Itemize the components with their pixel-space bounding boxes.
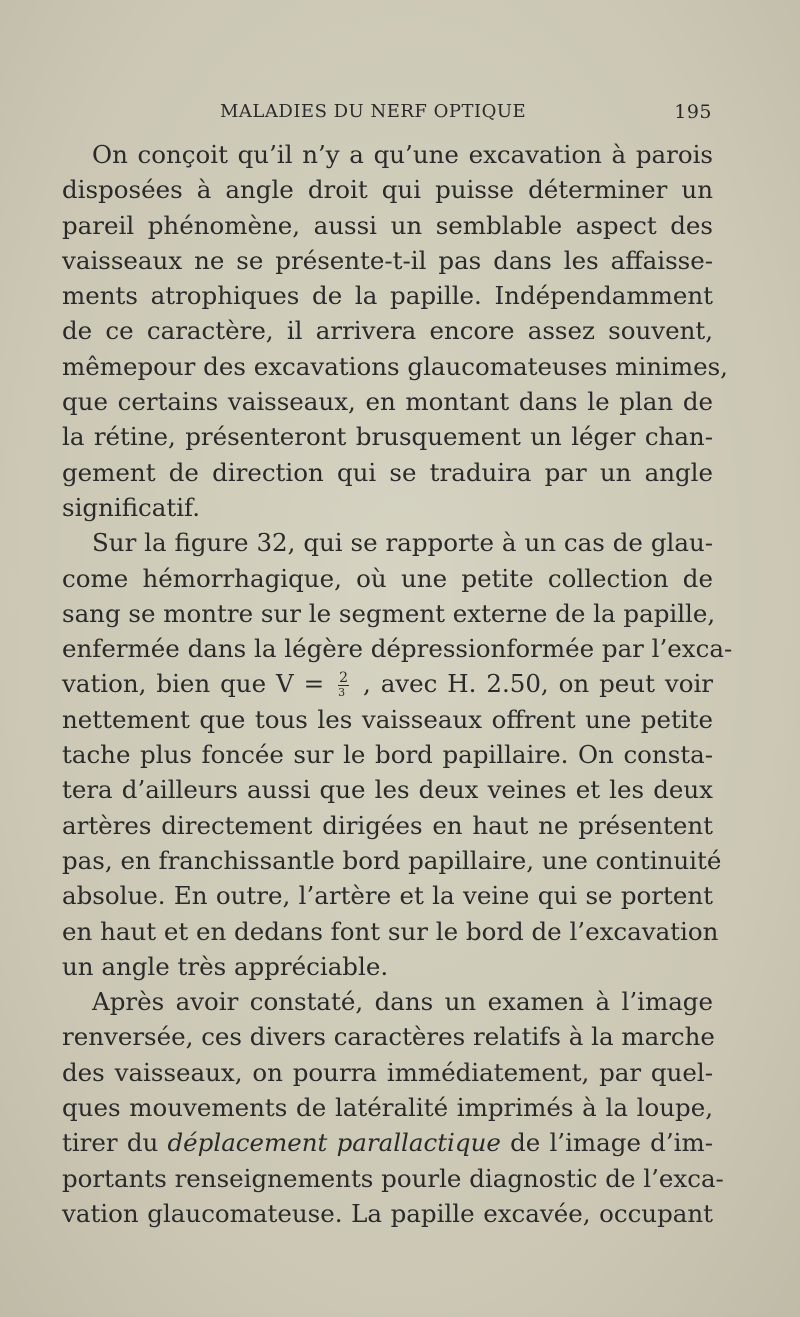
text-line: vation glaucomateuse. La papille excavée, occupant — [62, 1198, 713, 1228]
text-line: que certains vaisseaux, en montant dans le plan de — [62, 387, 713, 417]
fraction-denominator: 3 — [338, 686, 346, 700]
text-line: vaisseaux ne se présente-t-il pas dans les affaisse- — [62, 245, 713, 275]
text-line: des vaisseaux, on pourra immédiatement, par quel- — [62, 1057, 713, 1087]
italic-line-before: tirer du — [62, 1128, 159, 1158]
formula-text-after: , avec H. 2.50, on peut voir — [362, 669, 713, 699]
text-line: en haut et en dedans font sur le bord de l’excavation — [62, 916, 719, 946]
text-line: gement de direction qui se traduira par un angle — [62, 457, 713, 487]
italic-term: déplacement parallactique — [167, 1128, 501, 1158]
text-line: la rétine, présenteront brusquement un léger chan- — [62, 422, 713, 452]
text-line: artères directement dirigées en haut ne présentent — [62, 810, 713, 840]
text-line: On conçoit qu’il n’y a qu’une excavation à parois — [92, 140, 713, 169]
text-line: nettement que tous les vaisseaux offrent une petite — [62, 704, 713, 734]
text-line: come hémorrhagique, où une petite collection de — [62, 563, 713, 593]
text-line: de ce caractère, il arrivera encore assez souvent, — [62, 316, 713, 346]
text-line: sang se montre sur le segment externe de la papille, — [62, 598, 716, 628]
vision-fraction — [338, 672, 349, 699]
text-line: Sur la figure 32, qui se rapporte à un cas de glau- — [92, 528, 713, 558]
text-line: pas, en franchissantle bord papillaire, une continuité — [62, 845, 722, 875]
text-line: Après avoir constaté, dans un examen à l’image — [92, 987, 713, 1017]
fraction-numerator: 2 — [339, 670, 349, 687]
body-text — [62, 137, 733, 1231]
text-line: ments atrophiques de la papille. Indépendamment — [62, 281, 713, 311]
running-title: MALADIES DU NERF OPTIQUE — [220, 101, 527, 122]
italic-term-line — [62, 1125, 713, 1160]
text-line: portants renseignements pourle diagnostic de l’exca- — [62, 1163, 724, 1193]
text-line: tera d’ailleurs aussi que les deux veines et les deux — [62, 775, 713, 805]
text-line: enfermée dans la légère dépressionformée par l’exca- — [62, 634, 733, 664]
text-line: disposées à angle droit qui puisse déterminer un — [62, 175, 713, 205]
text-line: un angle très appréciable. — [62, 951, 389, 981]
text-line: renversée, ces divers caractères relatifs à la marche — [62, 1022, 715, 1052]
formula-text-before: vation, bien que V = — [62, 669, 325, 699]
text-line: absolue. En outre, l’artère et la veine qui se portent — [62, 881, 713, 911]
text-line: mêmepour des excavations glaucomateuses minimes, — [62, 351, 728, 381]
page-number: 195 — [674, 101, 712, 123]
vision-formula-line — [62, 666, 713, 701]
text-line: tache plus foncée sur le bord papillaire. On consta- — [62, 740, 713, 770]
italic-line-after: de l’image d’im- — [510, 1128, 713, 1158]
text-line: pareil phénomène, aussi un semblable aspect des — [62, 210, 713, 240]
running-head — [60, 101, 712, 127]
text-line: significatif. — [62, 492, 201, 522]
text-line: ques mouvements de latéralité imprimés à la loupe, — [62, 1093, 713, 1123]
